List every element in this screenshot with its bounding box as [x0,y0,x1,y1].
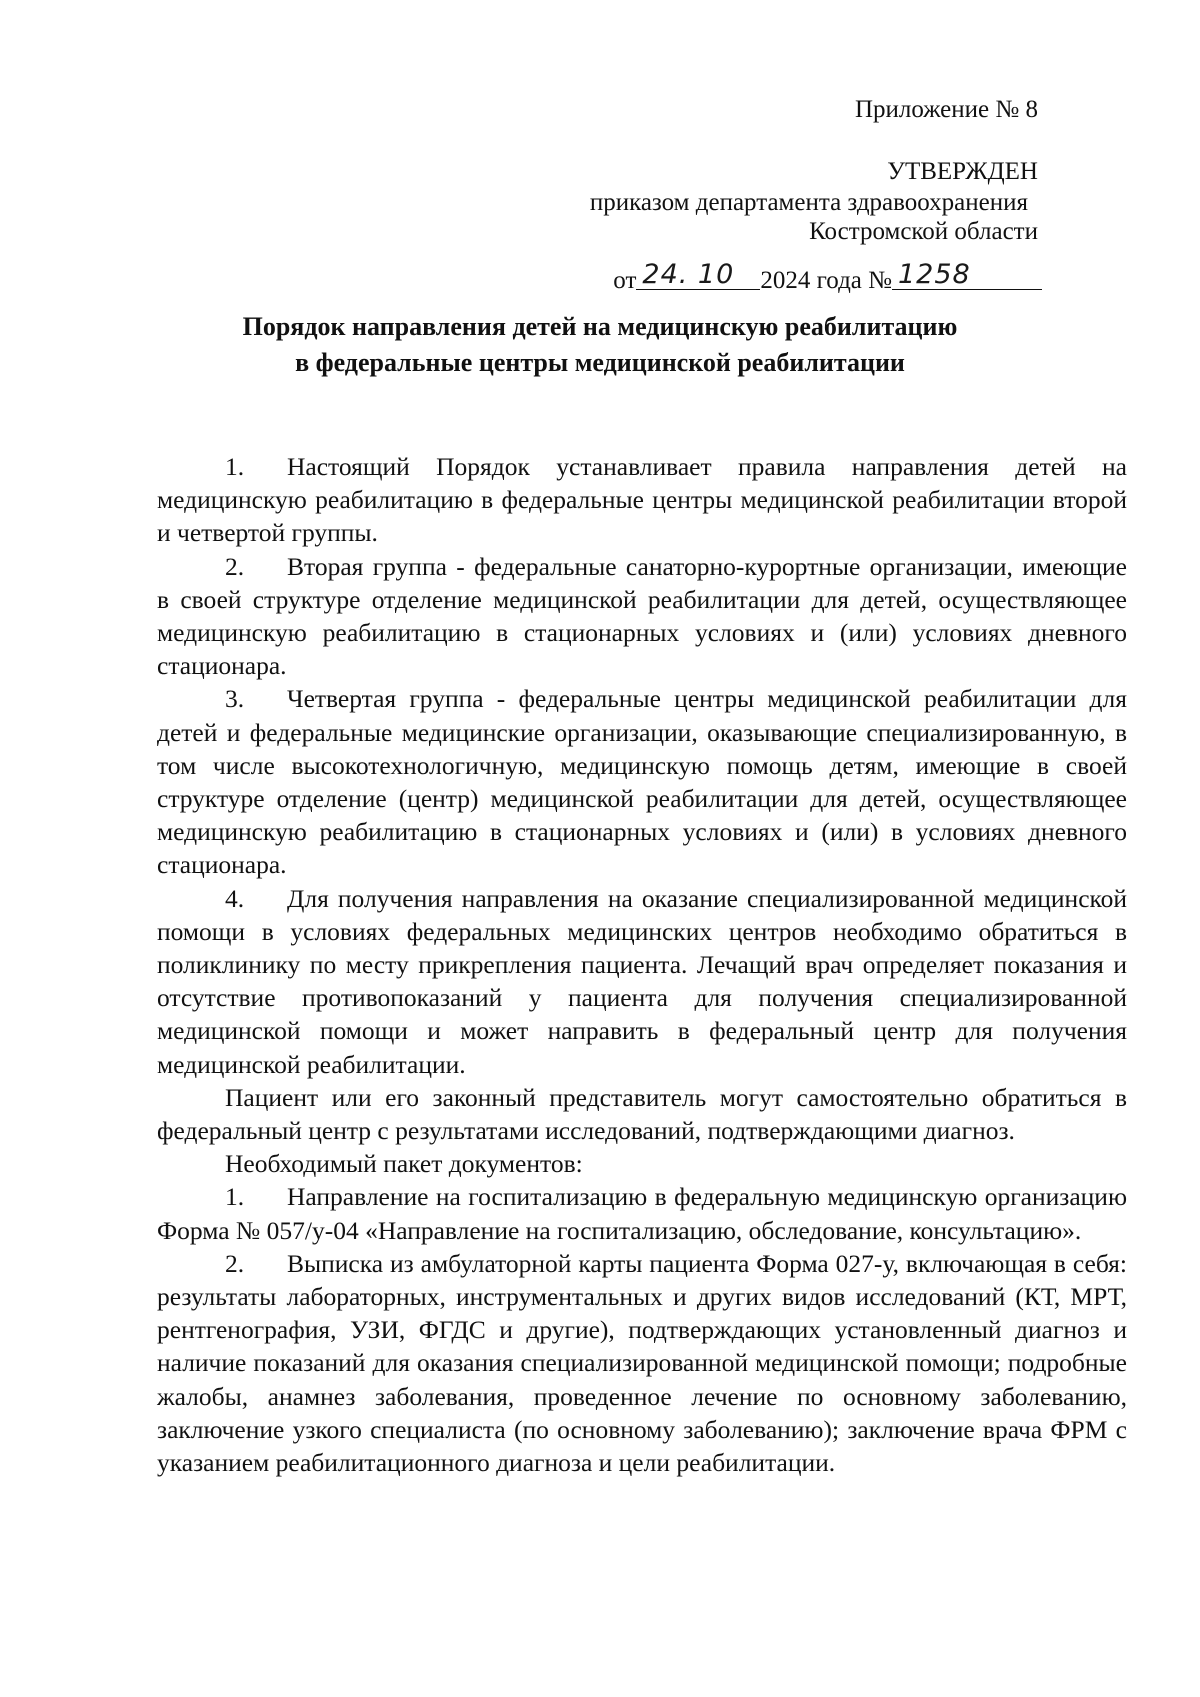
date-year-label: 2024 года № [760,267,892,294]
paragraph-number: 1. [225,1182,245,1212]
paragraph-text: Для получения направления на оказание специализированной медицинской помощи в условиях федеральных медицинских центров необходимо обратиться в поликлинику по месту прикрепления пациента. Лечащий врач определяет показания и отсутствие противопоказаний у пациента для получения специализированной медицинской помощи и может направить в федеральный центр для получения медицинской реабилитации. [157,883,1127,1079]
paragraph-number: 1. [225,452,245,481]
paragraph-1 [157,450,1127,550]
document-item-2 [157,1247,1127,1479]
paragraph-text: Вторая группа - федеральные санаторно-курортные организации, имеющие в своей структуре отделение медицинской реабилитации для детей, осуществляющее медицинскую реабилитацию в стационарных условиях и (или) условиях дневного стационара. [157,551,1127,681]
handwritten-order-number: 1258 [898,259,971,290]
order-date-line [613,259,1042,296]
document-title-line-2: в федеральные центры медицинской реабилитации [295,348,905,377]
paragraph-number: 4. [225,883,245,913]
approved-stamp-heading: УТВЕРЖДЕН [887,158,1038,185]
date-prefix: от [613,267,637,294]
order-issuer-line: приказом департамента здравоохранения [589,189,1028,216]
document-item-1 [157,1180,1127,1246]
paragraph-number: 2. [225,1248,245,1278]
paragraph-text: Направление на госпитализацию в федеральную медицинскую организацию Форма № 057/у-04 «Направление на госпитализацию, обследование, консультацию». [157,1182,1127,1245]
paragraph-text: Необходимый пакет документов: [225,1149,583,1179]
paragraph-4 [157,882,1127,1081]
paragraph-text: Четвертая группа - федеральные центры медицинской реабилитации для детей и федеральные медицинские организации, оказывающие специализированную, в том числе высокотехнологичную, медицинскую помощь детям, имеющие в своей структуре отделение (центр) медицинской реабилитации для детей, осуществляющее медицинскую реабилитацию в стационарных условиях и (или) в условиях дневного стационара. [157,684,1127,880]
handwritten-date: 24. 10 [642,259,735,290]
paragraph-text: Настоящий Порядок устанавливает правила направления детей на медицинскую реабилитацию в федеральные центры медицинской реабилитации второй и четвертой группы. [157,452,1127,548]
order-region-line: Костромской области [809,218,1038,245]
document-body [157,450,1127,1479]
paragraph-2 [157,550,1127,683]
paragraph-number: 2. [225,551,245,581]
number-blank [892,259,1042,296]
paragraph-text: Пациент или его законный представитель могут самостоятельно обратиться в федеральный центр с результатами исследований, подтверждающими диагноз. [157,1082,1127,1146]
paragraph-documents-heading [157,1147,1127,1180]
paragraph-3 [157,682,1127,881]
paragraph-number: 3. [225,684,245,714]
paragraph-patient-self-referral [157,1081,1127,1147]
appendix-label: Приложение № 8 [854,96,1038,123]
date-blank [636,259,760,296]
paragraph-text: Выписка из амбулаторной карты пациента Форма 027-у, включающая в себя: результаты лабораторных, инструментальных и других видов исследований (КТ, МРТ, рентгенография, УЗИ, ФГДС и другие), подтверждающих установленный диагноз и наличие показаний для оказания специализированной медицинской помощи; подробные жалобы, анамнез заболевания, проведенное лечение по основному заболеванию, заключение узкого специалиста (по основному заболеванию); заключение врача ФРМ с указанием реабилитационного диагноза и цели реабилитации. [157,1248,1127,1478]
document-title-line-1: Порядок направления детей на медицинскую реабилитацию [242,312,958,341]
